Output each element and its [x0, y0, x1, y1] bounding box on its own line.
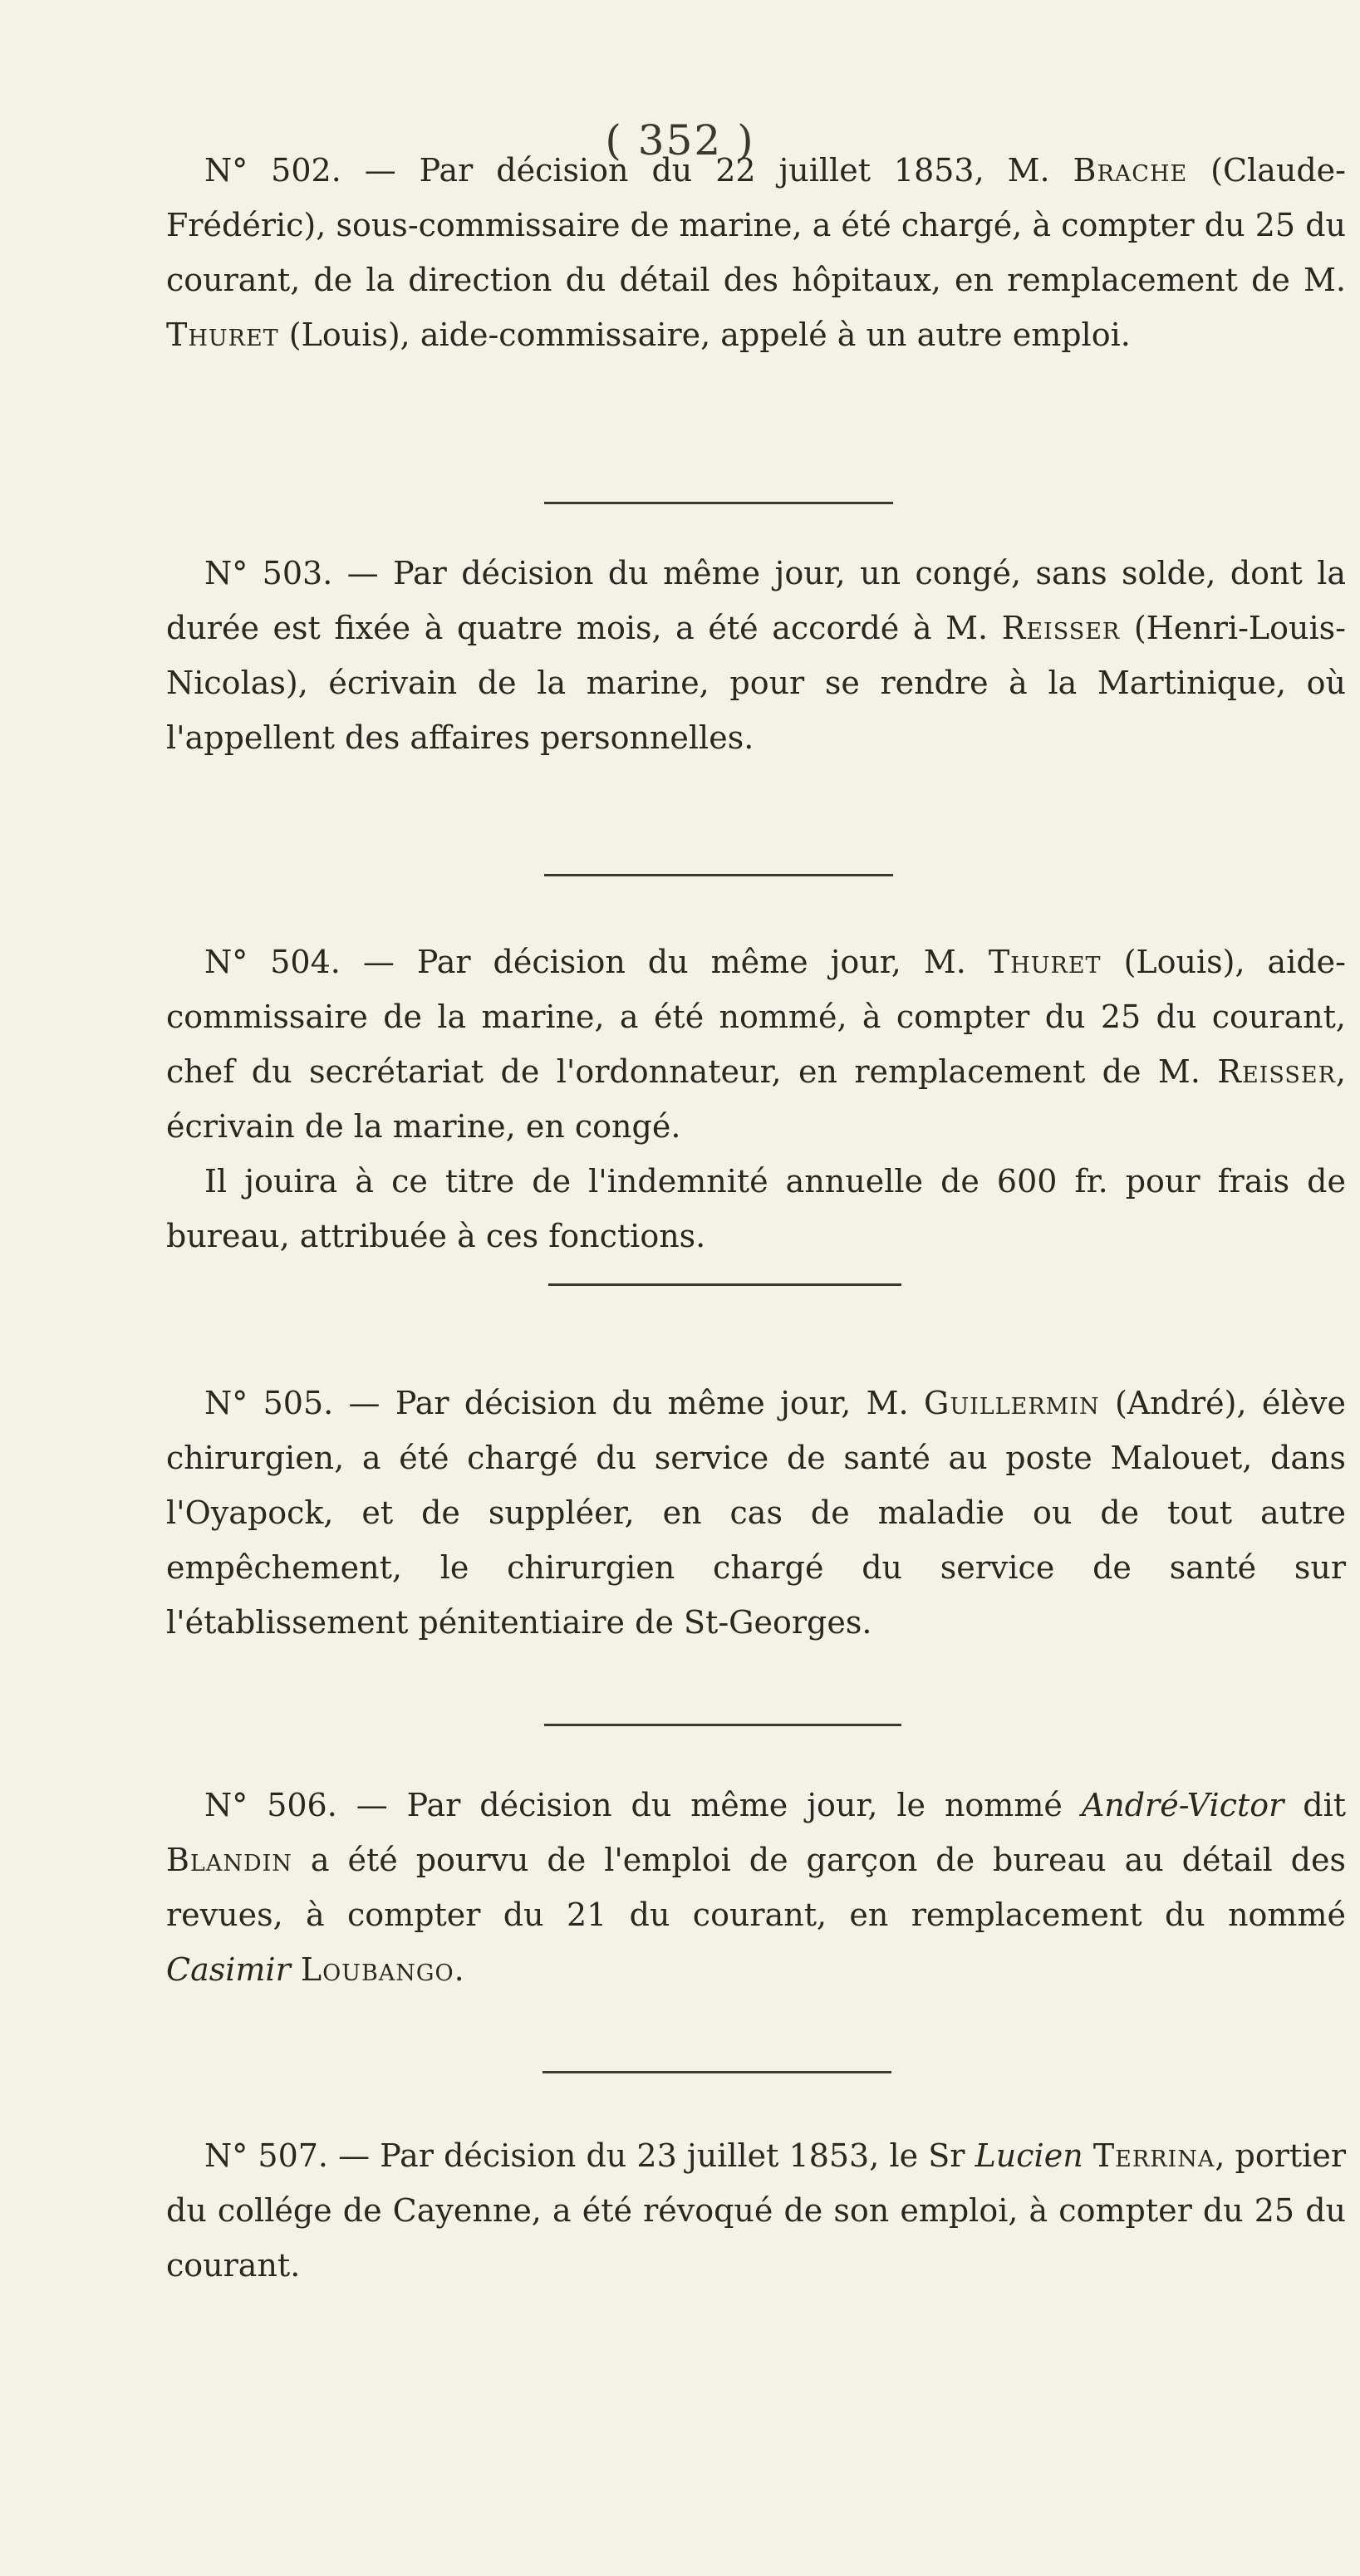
entry-507-paragraph — [166, 2128, 1346, 2293]
entry-506-rest: a été pourvu de l'emploi de garçon de bureau au détail des revues, à compter du 21 du courant, en remplacement du nommé — [166, 1842, 1346, 1933]
entry-506-lead: N° 506. — Par décision du même jour, le nommé — [204, 1787, 1082, 1823]
entry-506-paragraph — [166, 1778, 1346, 1997]
entry-504-lead: N° 504. — Par décision du même jour, M. — [204, 944, 989, 980]
entry-507-sep — [1083, 2137, 1093, 2174]
entry-506-name: Blandin — [166, 1842, 292, 1878]
entry-506-italic-name2: Casimir — [166, 1951, 291, 1988]
separator-rule — [543, 2071, 891, 2073]
entry-503-name: Reisser — [1001, 610, 1121, 646]
entry-505-paragraph — [166, 1376, 1346, 1650]
entry-506-end: . — [454, 1951, 464, 1988]
entry-503-rest: (Henri-Louis-Nicolas), écrivain de la marine, pour se rendre à la Martinique, où l'appellent des affaires personnelles. — [166, 610, 1346, 756]
entry-502-name2: Thuret — [166, 316, 279, 353]
entry-507-rest: , portier du collége de Cayenne, a été révoqué de son emploi, à compter du 25 du courant. — [166, 2137, 1346, 2284]
entry-506-italic-name: André-Victor — [1081, 1787, 1284, 1823]
entry-503-lead: N° 503. — Par décision du même jour, un congé, sans solde, dont la durée est fixée à quatre mois, a été accordé à M. — [166, 555, 1346, 646]
entry-504-rest2: , écrivain de la marine, en congé. — [166, 1053, 1346, 1145]
entry-502 — [166, 143, 1346, 362]
page-number: ( 352 ) — [605, 116, 755, 164]
entry-504-name: Thuret — [988, 944, 1102, 980]
entry-504-paragraph — [166, 935, 1346, 1154]
entry-505 — [166, 1376, 1346, 1650]
entry-506-mid: dit — [1284, 1787, 1347, 1823]
separator-rule — [544, 874, 893, 876]
entry-502-rest: (Claude-Frédéric), sous-commissaire de marine, a été chargé, à compter du 25 du courant, de la direction du détail des hôpitaux, en remplacement de M. — [166, 152, 1346, 298]
separator-rule — [544, 502, 893, 504]
entry-504-name2: Reisser — [1217, 1053, 1336, 1090]
entry-507-lead: N° 507. — Par décision du 23 juillet 1853, le Sr — [204, 2137, 975, 2174]
entry-505-rest: (André), élève chirurgien, a été chargé du service de santé au poste Malouet, dans l'Oyapock, et de suppléer, en cas de maladie ou de tout autre empêchement, le chirurgien chargé du service de santé sur l'établissement pénitentiaire de St-Georges. — [166, 1385, 1346, 1641]
entry-507-italic-name: Lucien — [975, 2137, 1083, 2174]
entry-502-rest2: (Louis), aide-commissaire, appelé à un autre emploi. — [278, 316, 1131, 353]
entry-505-lead: N° 505. — Par décision du même jour, M. — [204, 1385, 924, 1421]
entry-506 — [166, 1778, 1346, 1997]
entry-502-paragraph — [166, 143, 1346, 362]
entry-504 — [166, 935, 1346, 1263]
entry-502-name: Brache — [1073, 152, 1188, 189]
entry-506-name2: Loubango — [300, 1951, 454, 1988]
entry-504-paragraph-2: Il jouira à ce titre de l'indemnité annuelle de 600 fr. pour frais de bureau, attribuée à ces fonctions. — [166, 1163, 1346, 1254]
entry-502-lead: N° 502. — Par décision du 22 juillet 1853, M. — [204, 152, 1073, 189]
entry-504-rest: (Louis), aide-commissaire de la marine, a été nommé, à compter du 25 du courant, chef du secrétariat de l'ordonnateur, en remplacement de M. — [166, 944, 1346, 1090]
entry-503-paragraph — [166, 546, 1346, 765]
entry-507 — [166, 2128, 1346, 2293]
entry-506-sep — [291, 1951, 301, 1988]
separator-rule — [548, 1283, 901, 1286]
entry-507-name: Terrina — [1092, 2137, 1215, 2174]
entry-505-name: Guillermin — [923, 1385, 1100, 1421]
separator-rule — [544, 1724, 901, 1726]
entry-503 — [166, 546, 1346, 765]
